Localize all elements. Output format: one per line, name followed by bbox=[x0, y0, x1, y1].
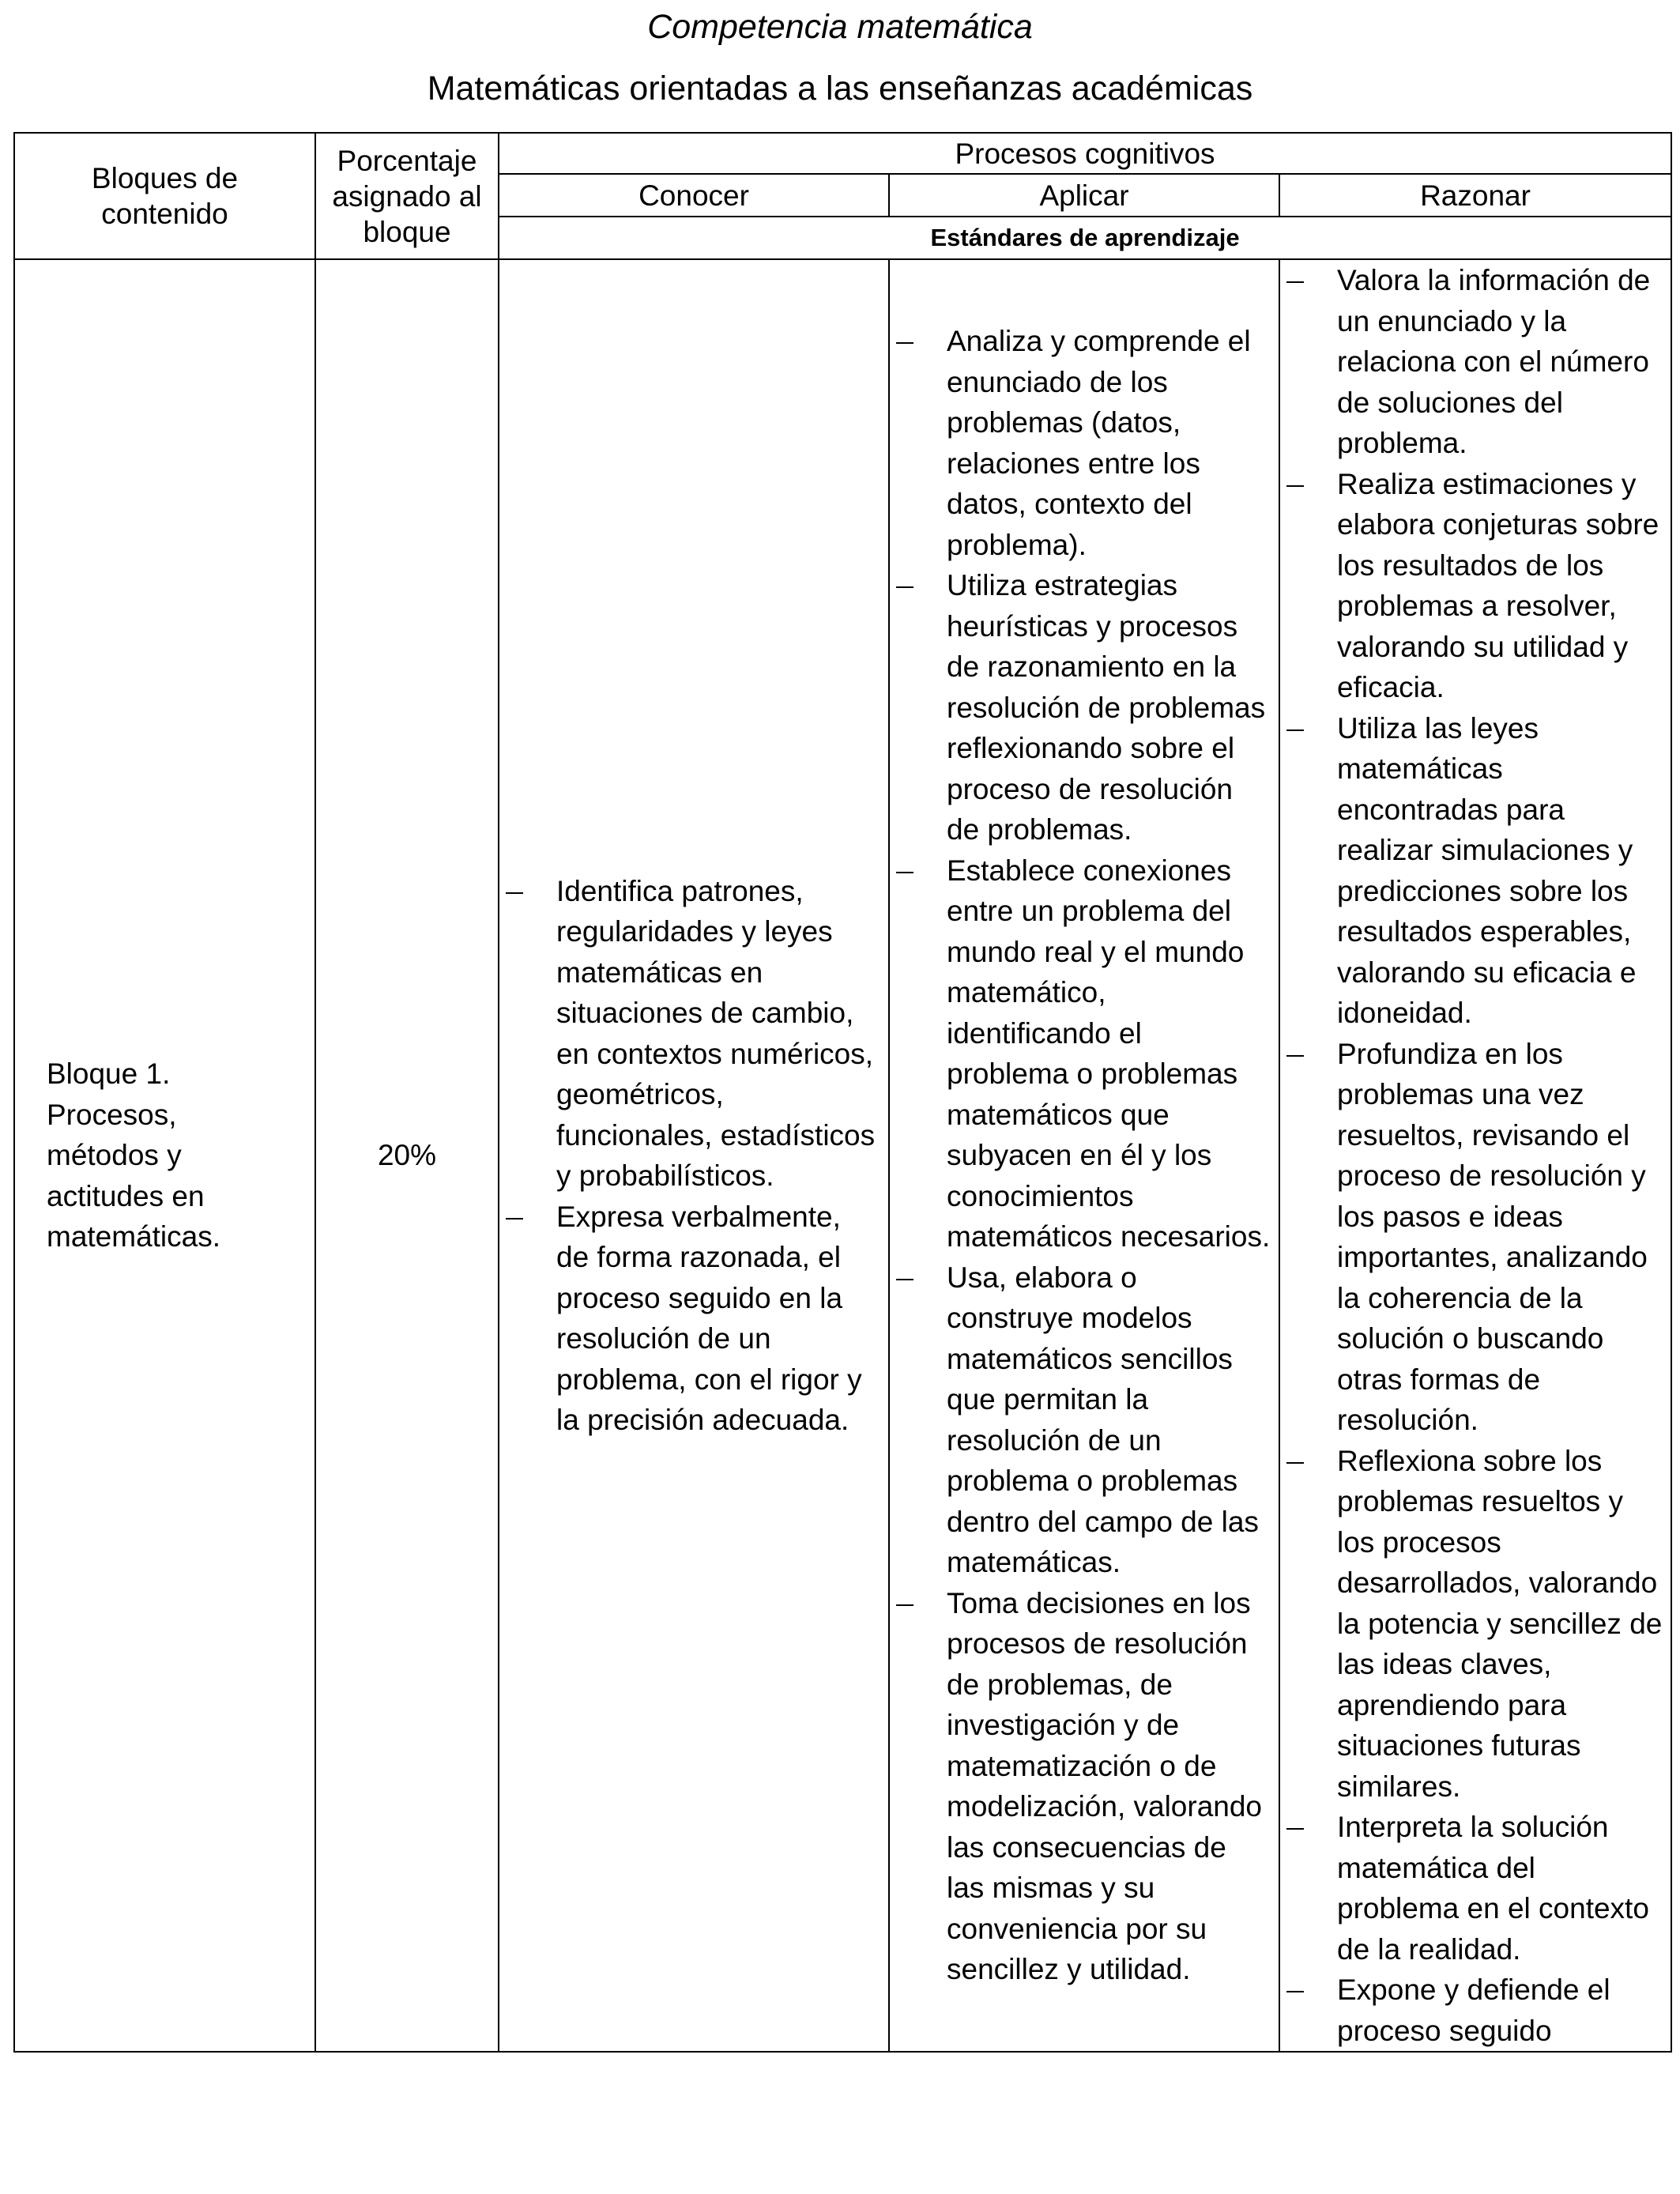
standard-text: Usa, elabora o construye modelos matemáticos sencillos que permitan la resolución de un problema o problemas dentro del campo de las matemáticas. bbox=[947, 1261, 1259, 1579]
standard-text: Profundiza en los problemas una vez resueltos, revisando el proceso de resolución y los pasos e ideas importantes, analizando la coherencia de la solución o buscando otras formas de resolución. bbox=[1337, 1037, 1648, 1436]
header-porcentaje-label: Porcentaje asignado al bloque bbox=[332, 144, 482, 248]
document-title: Competencia matemática bbox=[647, 8, 1033, 46]
standard-item bbox=[890, 565, 1279, 850]
standards-table bbox=[13, 132, 1672, 2053]
document-subtitle: Matemáticas orientadas a las enseñanzas académicas bbox=[427, 70, 1253, 107]
conocer-cell bbox=[499, 259, 889, 2052]
bloque-cell bbox=[14, 259, 315, 2052]
standard-item bbox=[1280, 1034, 1671, 1441]
standard-item bbox=[890, 850, 1279, 1257]
header-conocer: Conocer bbox=[499, 174, 889, 217]
standard-text: Expone y defiende el proceso seguido bbox=[1337, 1973, 1610, 2047]
standard-item bbox=[1280, 1807, 1671, 1970]
standard-item bbox=[890, 1583, 1279, 1990]
standard-item bbox=[1280, 260, 1671, 464]
standard-item bbox=[1280, 1441, 1671, 1808]
bloque-label: Bloque 1. Procesos, métodos y actitudes en matemáticas. bbox=[47, 1057, 221, 1253]
header-razonar: Razonar bbox=[1279, 174, 1671, 217]
standard-text: Analiza y comprende el enunciado de los problemas (datos, relaciones entre los datos, contexto del problema). bbox=[947, 325, 1251, 561]
standard-text: Valora la información de un enunciado y la relaciona con el número de soluciones del problema. bbox=[1337, 264, 1651, 459]
aplicar-list bbox=[890, 321, 1279, 1990]
standard-text: Toma decisiones en los procesos de resolución de problemas, de investigación y de matematización o de modelización, valorando las consecuencias de las mismas y su conveniencia por su sencillez y utilidad. bbox=[947, 1586, 1263, 1986]
aplicar-cell bbox=[889, 259, 1279, 2052]
standard-item bbox=[499, 1197, 888, 1441]
standard-item bbox=[890, 1257, 1279, 1583]
standard-text: Utiliza las leyes matemáticas encontradas para realizar simulaciones y predicciones sobre los resultados esperables, valorando su eficacia e idoneidad. bbox=[1337, 711, 1637, 1029]
standard-text: Utiliza estrategias heurísticas y procesos de razonamiento en la resolución de problemas reflexionando sobre el proceso de resolución de problemas. bbox=[947, 569, 1266, 846]
conocer-list bbox=[499, 871, 888, 1441]
header-procesos: Procesos cognitivos bbox=[499, 133, 1671, 174]
standard-text: Reflexiona sobre los problemas resueltos y los procesos desarrollados, valorando la potencia y sencillez de las ideas claves, aprendiendo para situaciones futuras similares. bbox=[1337, 1444, 1663, 1803]
standard-item bbox=[890, 321, 1279, 565]
standard-text: Establece conexiones entre un problema del mundo real y el mundo matemático, identificando el problema o problemas matemáticos que subyacen en él y los conocimientos matemáticos necesarios. bbox=[947, 854, 1271, 1253]
header-estandares: Estándares de aprendizaje bbox=[499, 217, 1671, 259]
header-aplicar: Aplicar bbox=[889, 174, 1279, 217]
standard-text: Identifica patrones, regularidades y leyes matemáticas en situaciones de cambio, en contextos numéricos, geométricos, funcionales, estadísticos y probabilísticos. bbox=[556, 874, 876, 1192]
razonar-cell bbox=[1279, 259, 1671, 2052]
standard-text: Interpreta la solución matemática del problema en el contexto de la realidad. bbox=[1337, 1811, 1649, 1966]
header-porcentaje bbox=[315, 133, 499, 259]
standard-text: Expresa verbalmente, de forma razonada, el proceso seguido en la resolución de un problema, con el rigor y la precisión adecuada. bbox=[556, 1200, 862, 1436]
razonar-list bbox=[1280, 260, 1671, 2051]
standard-item bbox=[1280, 464, 1671, 708]
porcentaje-cell: 20% bbox=[315, 259, 499, 2052]
header-bloques bbox=[14, 133, 315, 259]
standard-text: Realiza estimaciones y elabora conjeturas sobre los resultados de los problemas a resolver, valorando su utilidad y eficacia. bbox=[1337, 467, 1659, 703]
standard-item bbox=[1280, 708, 1671, 1034]
standard-item bbox=[1280, 1970, 1671, 2051]
header-bloques-label: Bloques de contenido bbox=[91, 162, 239, 230]
standard-item bbox=[499, 871, 888, 1197]
